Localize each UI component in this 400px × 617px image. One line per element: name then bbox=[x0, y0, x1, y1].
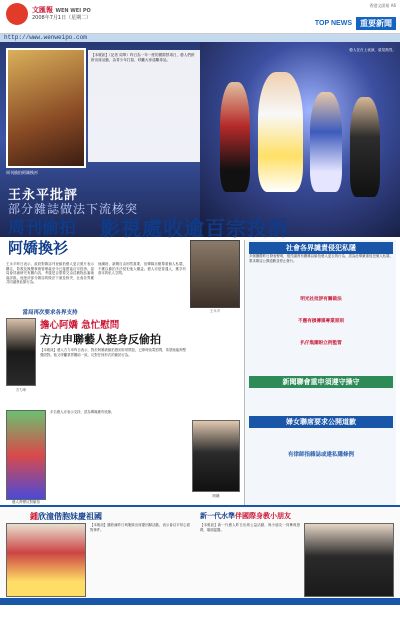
singer-figure bbox=[220, 82, 250, 192]
photo-group bbox=[6, 410, 46, 500]
bottom-right-text: 【本報訊】新一代藝人昨日出席公益活動，與小朋友一同參與遊戲，場面溫馨。 bbox=[200, 523, 300, 532]
sidebar-sub-4: 有律師指雜誌或違私隱條例 bbox=[287, 452, 354, 458]
site-url[interactable]: http://www.wenweipo.com bbox=[4, 34, 87, 41]
sidebar-title-1: 社會各界譴責侵犯私隱 bbox=[249, 242, 393, 254]
footer-bar bbox=[0, 598, 400, 614]
photo-actor bbox=[6, 318, 36, 386]
bottom-band bbox=[0, 505, 400, 605]
intro-box: 【本報訊】（記者 周華）昨日為一年一度的國際禁毒日，藝人們紛紛出席活動，為青少年打氣，呼籲大家遠離毒品。 bbox=[88, 50, 200, 162]
portrait-photo bbox=[190, 240, 240, 308]
middle-headline: 擔心阿嬌 急忙慰問 bbox=[40, 320, 120, 331]
sidebar-sub-1: 明光社批評有關做法 bbox=[300, 297, 342, 302]
main-headline: 影視處收逾百宗投訴 bbox=[100, 216, 289, 240]
headline-sub: 部分雜誌做法下流核突 bbox=[8, 202, 139, 216]
singer-figure bbox=[258, 72, 303, 192]
page-meta: 香港文匯報 A6 bbox=[369, 3, 396, 8]
middle-text-2: 多名藝人亦表示支持，認為傳媒應有底線。 bbox=[50, 410, 115, 414]
sidebar-text: 多個團體昨日發表聲明，強烈譴責有關雜誌偷拍藝人更衣的行為，認為此舉嚴重侵犯個人私隱，要求雜誌公開道歉並停止發行。 bbox=[249, 254, 393, 263]
stage-caption: 藝人在台上表演，氣氛熱烈。 bbox=[349, 48, 396, 52]
bottom-right-photo bbox=[304, 523, 394, 597]
sidebar-title-3: 婦女聯席要求公開道歉 bbox=[249, 416, 393, 428]
article-col-1: 王永平昨日表示，政府對雜誌刊登偷拍藝人更衣照片表示關注，影視及娛樂事務管理處至今已接獲逾百宗投訴，當局會詳細研究有關內容，考慮是否需要交由淫褻物品審裁處評級。他批評部分雜誌的做法下流及核突，社會各界應共同譴責此類行為。 bbox=[6, 262, 94, 285]
photo-actress-caption: 阿嬌 bbox=[212, 494, 220, 498]
headline-secondary-2: 阿嬌換衫 bbox=[8, 239, 69, 257]
paper-logo-icon bbox=[6, 3, 28, 25]
headline-kicker: 王永平批評 bbox=[8, 188, 79, 203]
paper-name: 文匯報 WEN WEI PO bbox=[32, 6, 91, 14]
sidebar bbox=[244, 240, 396, 530]
dateline: 2008年7月1日（星期二） bbox=[32, 15, 92, 21]
section-tag bbox=[315, 16, 396, 30]
hero-photo-block bbox=[0, 42, 400, 237]
photo-actor-caption: 方力申 bbox=[15, 388, 27, 392]
singer-figure bbox=[350, 97, 380, 197]
article-subhead: 當局再次要求各界支持 bbox=[22, 310, 78, 316]
singer-figure bbox=[310, 92, 342, 192]
section-en: TOP NEWS bbox=[314, 19, 352, 27]
sidebar-sub-3: 扒仔集團盼立例監管 bbox=[300, 341, 342, 346]
bottom-left-photo bbox=[6, 523, 86, 597]
photo-group-caption: 藝人齊聲反對偷拍 bbox=[12, 500, 40, 504]
masthead bbox=[0, 0, 400, 34]
inset-caption: 周刊偷拍阿嬌換衫 bbox=[6, 170, 38, 175]
url-strip bbox=[0, 34, 400, 42]
bottom-right-title: 新一代水準伴國際身教小朋友 bbox=[200, 512, 291, 520]
photo-actress bbox=[192, 420, 240, 492]
inset-photo bbox=[6, 48, 86, 168]
section-zh: 重要新聞 bbox=[356, 17, 396, 30]
sidebar-title-2: 新聞聯會重申須遵守操守 bbox=[249, 376, 393, 388]
bottom-left-text: 【本報訊】鍾欣潼昨日與胞妹出席慶回歸活動，表示會以平常心面對事件。 bbox=[90, 523, 190, 532]
sidebar-sub-2: 不應有損傳媒專業原則 bbox=[298, 319, 344, 324]
headline-secondary: 周刊偷拍 bbox=[8, 218, 76, 238]
portrait-caption: 王永平 bbox=[209, 309, 221, 313]
bottom-left-title: 鍾欣潼偕胞妹慶祖國 bbox=[30, 512, 102, 521]
stage-photo bbox=[200, 42, 400, 237]
article-col-2: 他續指，新聞自由固然重要，但傳媒亦應尊重個人私隱，不應以偷拍手法侵犯他人權益。藝人亦是普通人，應享有基本的私人空間。 bbox=[98, 262, 186, 276]
middle-subheadline: 方力申聯藝人挺身反偷拍 bbox=[40, 333, 161, 346]
middle-text-1: 【本報訊】藝人方力申昨日表示，對於阿嬌被偷拍感到非常憤怒，已即時致電慰問，希望她能夠堅強面對。他又呼籲業界團結一致，反對任何形式的偷拍行為。 bbox=[40, 348, 186, 357]
footer-text: WEN WEI PO bbox=[6, 609, 34, 614]
